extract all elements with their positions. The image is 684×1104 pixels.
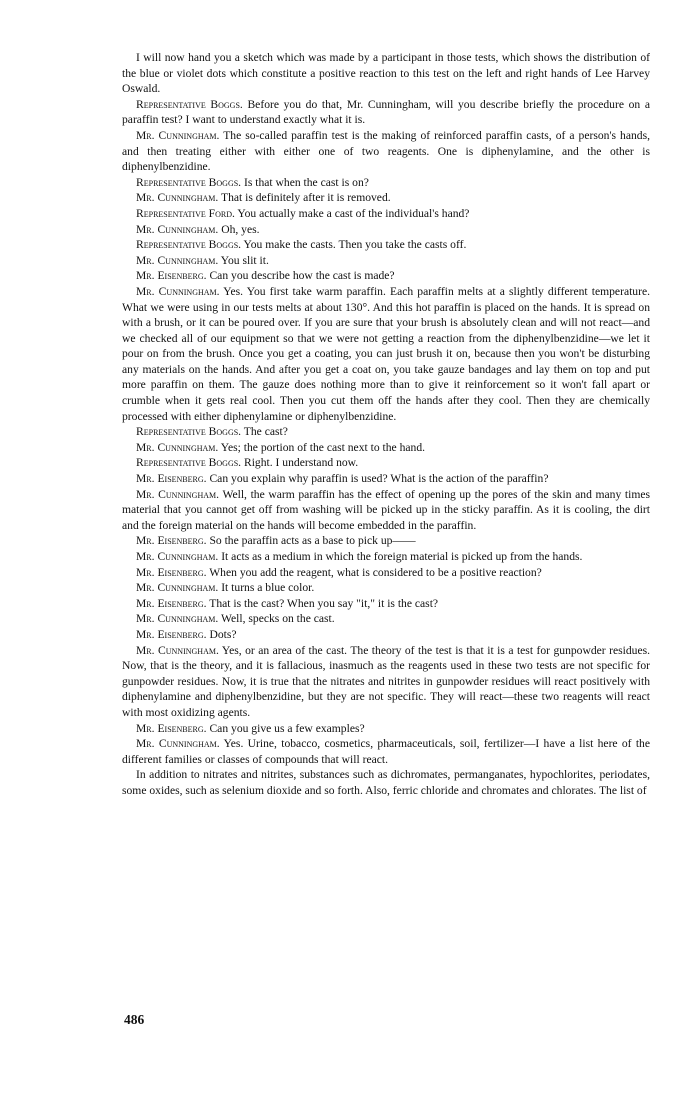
paragraph xyxy=(122,596,650,612)
paragraph xyxy=(122,565,650,581)
paragraph-text: The so-called paraffin test is the making of reinforced paraffin casts, of a person's hands, and then treating either with either one of two reagents. One is diphenylamine, and the other is diphenylbenzidine. xyxy=(122,128,651,174)
paragraph xyxy=(122,471,650,487)
speaker-name: Mr. Cunningham. xyxy=(136,643,219,657)
paragraph-text: The cast? xyxy=(241,425,288,439)
paragraph-text: Is that when the cast is on? xyxy=(241,175,369,189)
paragraph xyxy=(122,627,650,643)
paragraph-text: I will now hand you a sketch which was made by a participant in those tests, which shows the distribution of the blue or violet dots which constitute a positive reaction to this test on the left and right hands of Lee Harvey Oswald. xyxy=(122,51,650,96)
speaker-name: Representative Boggs. xyxy=(136,456,242,470)
speaker-name: Mr. Cunningham. xyxy=(136,581,219,595)
paragraph xyxy=(122,424,650,440)
speaker-name: Mr. Eisenberg. xyxy=(136,472,207,486)
speaker-name: Mr. Eisenberg. xyxy=(136,721,207,735)
speaker-name: Mr. Cunningham. xyxy=(136,284,220,298)
speaker-name: Mr. Cunningham. xyxy=(136,191,219,205)
paragraph-text: Can you describe how the cast is made? xyxy=(206,269,395,283)
paragraph-text: Can you explain why paraffin is used? What is the action of the paraffin? xyxy=(206,472,549,486)
paragraph xyxy=(122,611,650,627)
paragraph-text: Can you give us a few examples? xyxy=(206,721,365,735)
paragraph-text: You slit it. xyxy=(218,253,269,267)
paragraph-text: Well, specks on the cast. xyxy=(218,612,335,626)
paragraph-text: Yes; the portion of the cast next to the hand. xyxy=(218,440,426,454)
paragraph-text: That is definitely after it is removed. xyxy=(218,191,391,205)
paragraph xyxy=(122,128,650,175)
speaker-name: Mr. Eisenberg. xyxy=(136,627,207,641)
speaker-name: Representative Ford. xyxy=(136,206,235,220)
speaker-name: Representative Boggs. xyxy=(136,425,242,439)
speaker-name: Mr. Cunningham. xyxy=(136,222,219,236)
paragraph xyxy=(122,284,650,424)
speaker-name: Mr. Cunningham. xyxy=(136,253,219,267)
paragraph xyxy=(122,97,650,128)
paragraph-text: So the paraffin acts as a base to pick up—— xyxy=(206,534,416,548)
paragraph xyxy=(122,175,650,191)
speaker-name: Mr. Cunningham. xyxy=(136,612,219,626)
speaker-name: Mr. Eisenberg. xyxy=(136,269,207,283)
paragraph-text: Well, the warm paraffin has the effect of opening up the pores of the skin and many times material that you cannot get off from washing will be picked up in the sticky paraffin. As it is cooling, the dirt and the foreign material on the hands will become embedded in the paraffin. xyxy=(122,487,651,532)
paragraph xyxy=(122,268,650,284)
paragraph-text: You actually make a cast of the individual's hand? xyxy=(234,206,470,220)
paragraph-text: It turns a blue color. xyxy=(218,581,315,595)
paragraph xyxy=(122,721,650,737)
paragraph-text: Oh, yes. xyxy=(218,222,260,236)
paragraph-text: Before you do that, Mr. Cunningham, will you describe briefly the procedure on a paraffin test? I want to understand exactly what it is. xyxy=(122,97,650,127)
paragraph-text: Yes. You first take warm paraffin. Each paraffin melts at a slightly different temperature. What we were using in our tests melts at about 130°. And this hot paraffin is placed on the hands. It is spread on with a brush, or it can be poured over. If you are sure that your brush is absolutely clean and will not react—and we checked all of our equipment so that we were not getting a reaction from the diphenylbenzidine—we let it pour on from the brush. Once you get a coating, you can just brush it on, because then you won't be disturbing any materials on the hands. And after you get a coat on, you take gauze bandages and lay them on top and put more paraffin on them. The gauze does nothing more than to give it reinforcement so it won't fall apart or crumble when it gets real cool. Then you cut them off the hands after they cool. Then they are chemically processed with either diphenylamine or diphenylbenzidine. xyxy=(122,284,651,423)
speaker-name: Representative Boggs. xyxy=(136,238,242,252)
paragraph xyxy=(122,237,650,253)
page-number: 486 xyxy=(124,1012,145,1027)
paragraph xyxy=(122,50,650,97)
paragraph xyxy=(122,190,650,206)
speaker-name: Representative Boggs. xyxy=(136,97,243,111)
speaker-name: Mr. Cunningham. xyxy=(136,550,219,563)
paragraph xyxy=(122,222,650,238)
paragraph xyxy=(122,455,650,471)
paragraph xyxy=(122,549,650,565)
paragraph-text: It acts as a medium in which the foreign material is picked up from the hands. xyxy=(218,550,583,563)
speaker-name: Mr. Eisenberg. xyxy=(136,565,207,579)
paragraph-text: In addition to nitrates and nitrites, substances such as dichromates, permanganates, hypochlorites, periodates, some oxides, such as selenium dioxide and so forth. Also, ferric chloride and chromates and chlorates. The list of xyxy=(122,768,650,797)
paragraph xyxy=(122,736,650,767)
paragraph-text: That is the cast? When you say "it," it is the cast? xyxy=(206,596,439,610)
paragraph-text: Yes. Urine, tobacco, cosmetics, pharmaceuticals, soil, fertilizer—I have a list here of the different families or classes of compounds that will react. xyxy=(122,737,650,766)
testimony-text xyxy=(122,50,650,799)
paragraph-text: Dots? xyxy=(206,627,237,641)
paragraph xyxy=(122,767,650,798)
paragraph xyxy=(122,487,650,534)
speaker-name: Mr. Cunningham. xyxy=(136,128,220,142)
speaker-name: Mr. Cunningham. xyxy=(136,737,220,751)
paragraph-text: You make the casts. Then you take the casts off. xyxy=(241,238,467,252)
paragraph-text: Yes, or an area of the cast. The theory of the test is that it is a test for gunpowder residues. Now, that is the theory, and it is fallacious, inasmuch as the reagents used in these two tests are not specific for gunpowder residues. Now, it is true that the nitrates and nitrites in gunpowder residues will react positively with diphenylamine and diphenylbenzidine, but they are not specific. They will react—these two reagents will react with most oxidizing agents. xyxy=(122,643,650,719)
paragraph xyxy=(122,440,650,456)
paragraph xyxy=(122,206,650,222)
speaker-name: Mr. Eisenberg. xyxy=(136,596,207,610)
speaker-name: Representative Boggs. xyxy=(136,175,242,189)
speaker-name: Mr. Cunningham. xyxy=(136,487,220,501)
paragraph xyxy=(122,533,650,549)
speaker-name: Mr. Eisenberg. xyxy=(136,534,207,548)
paragraph-text: Right. I understand now. xyxy=(241,456,359,470)
paragraph xyxy=(122,643,650,721)
paragraph xyxy=(122,253,650,269)
paragraph-text: When you add the reagent, what is considered to be a positive reaction? xyxy=(206,565,542,579)
paragraph xyxy=(122,580,650,596)
speaker-name: Mr. Cunningham. xyxy=(136,440,219,454)
